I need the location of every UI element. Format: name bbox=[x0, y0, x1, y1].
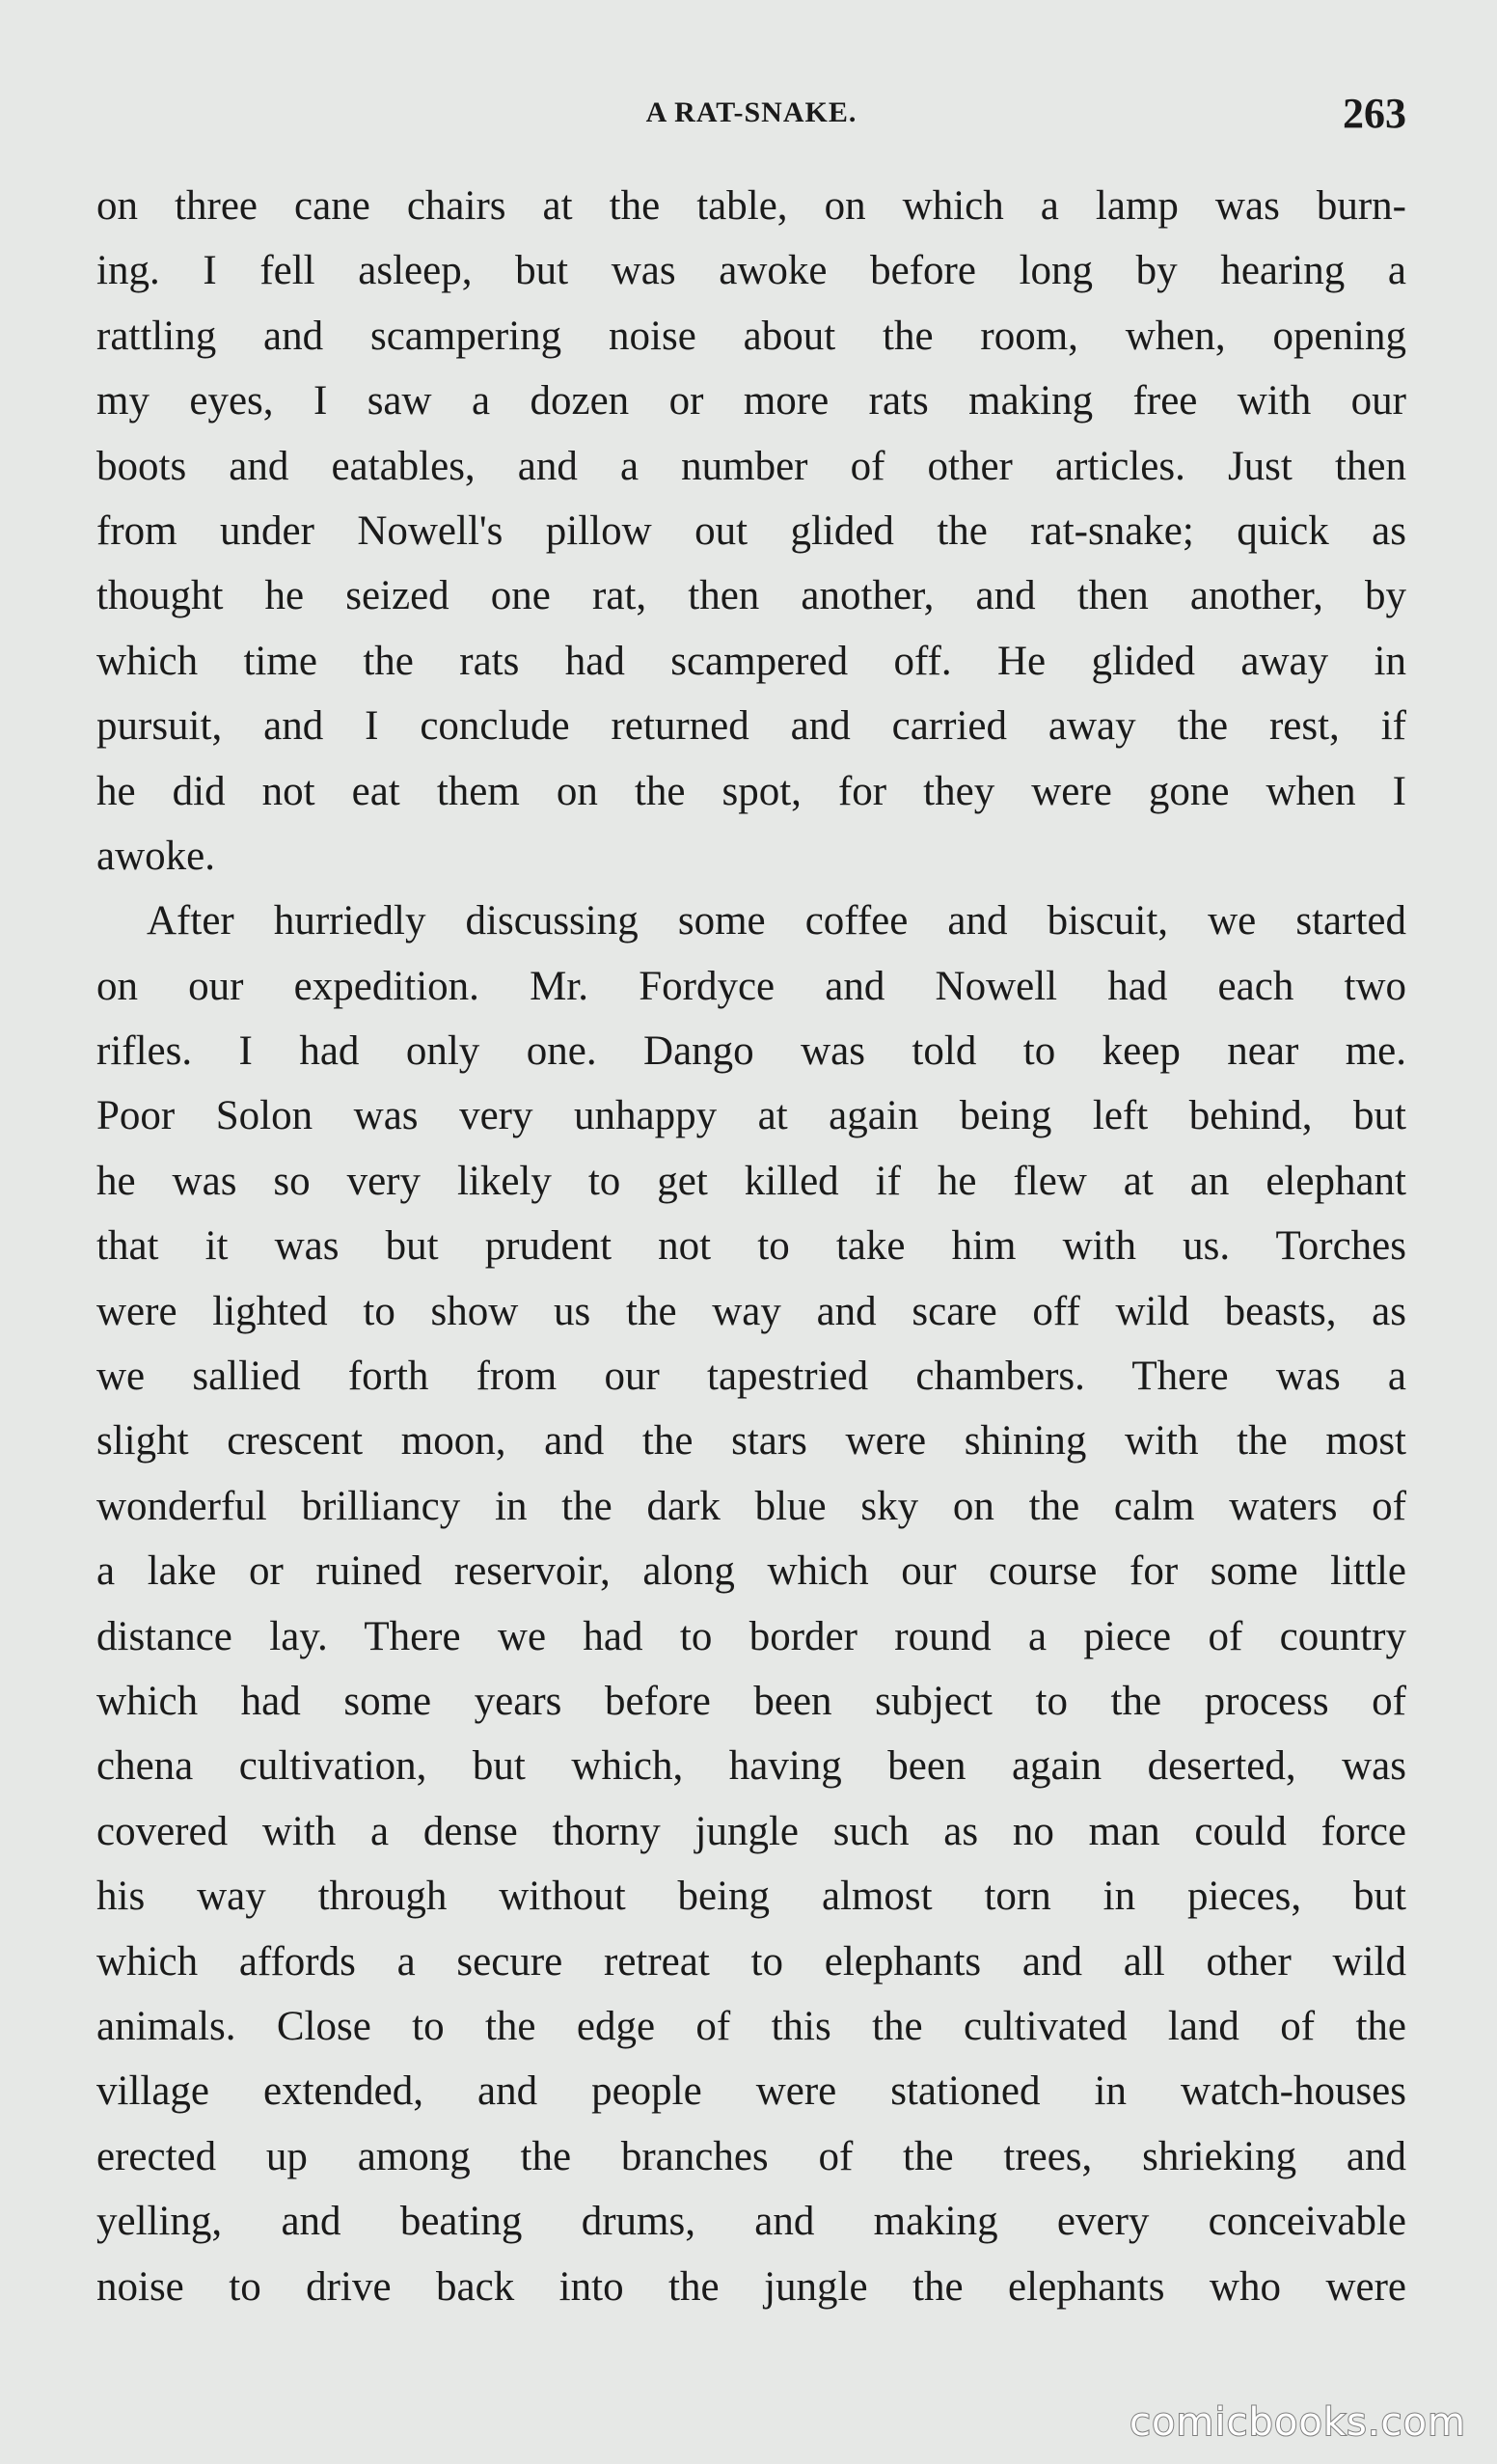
text-line: were lighted to show us the way and scare off wild beasts, as bbox=[96, 1288, 1406, 1334]
text-line: on three cane chairs at the table, on which a lamp was burn- bbox=[96, 183, 1406, 229]
text-line: that it was but prudent not to take him with us. Torches bbox=[96, 1223, 1406, 1270]
text-line: After hurriedly discussing some coffee and biscuit, we started bbox=[147, 898, 1406, 945]
text-line: covered with a dense thorny jungle such as no man could force bbox=[96, 1808, 1406, 1854]
text-line: my eyes, I saw a dozen or more rats making free with our bbox=[96, 378, 1406, 424]
text-line: he was so very likely to get killed if he flew at an elephant bbox=[96, 1158, 1406, 1204]
text-line: pursuit, and I conclude returned and carried away the rest, if bbox=[96, 703, 1406, 750]
text-line: boots and eatables, and a number of other articles. Just then bbox=[96, 443, 1406, 489]
page-number: 263 bbox=[1343, 90, 1406, 137]
text-line: which affords a secure retreat to elephants and all other wild bbox=[96, 1938, 1406, 1985]
text-line: yelling, and beating drums, and making every conceivable bbox=[96, 2199, 1406, 2245]
text-line: distance lay. There we had to border round a piece of country bbox=[96, 1613, 1406, 1659]
text-line: wonderful brilliancy in the dark blue sky on the calm waters of bbox=[96, 1483, 1406, 1529]
text-line: noise to drive back into the jungle the elephants who were bbox=[96, 2263, 1406, 2310]
running-head bbox=[96, 89, 1406, 147]
text-line: he did not eat them on the spot, for they were gone when I bbox=[96, 768, 1406, 814]
text-line: thought he seized one rat, then another, and then another, by bbox=[96, 573, 1406, 619]
text-line: which time the rats had scampered off. He glided away in bbox=[96, 638, 1406, 684]
text-line: from under Nowell's pillow out glided the rat-snake; quick as bbox=[96, 507, 1406, 554]
text-line: rifles. I had only one. Dango was told to keep near me. bbox=[96, 1028, 1406, 1075]
text-line: ing. I fell asleep, but was awoke before long by hearing a bbox=[96, 248, 1406, 294]
text-line: erected up among the branches of the trees, shrieking and bbox=[96, 2133, 1406, 2179]
body-text bbox=[96, 174, 1406, 2319]
text-line: his way through without being almost torn in pieces, but bbox=[96, 1874, 1406, 1920]
text-line: we sallied forth from our tapestried chambers. There was a bbox=[96, 1354, 1406, 1400]
text-line: chena cultivation, but which, having been again deserted, was bbox=[96, 1743, 1406, 1790]
text-line: Poor Solon was very unhappy at again being left behind, but bbox=[96, 1093, 1406, 1139]
text-line: animals. Close to the edge of this the cultivated land of the bbox=[96, 2003, 1406, 2049]
text-line: on our expedition. Mr. Fordyce and Nowell had each two bbox=[96, 963, 1406, 1009]
text-line: awoke. bbox=[96, 833, 215, 879]
text-line: slight crescent moon, and the stars were shining with the most bbox=[96, 1418, 1406, 1465]
text-line: a lake or ruined reservoir, along which our course for some little bbox=[96, 1548, 1406, 1595]
watermark: comicbooks.com bbox=[1129, 2400, 1466, 2445]
running-title: A RAT-SNAKE. bbox=[645, 96, 857, 128]
text-line: which had some years before been subject to the process of bbox=[96, 1678, 1406, 1724]
text-line: village extended, and people were stationed in watch-houses bbox=[96, 2068, 1406, 2115]
text-line: rattling and scampering noise about the room, when, opening bbox=[96, 313, 1406, 359]
